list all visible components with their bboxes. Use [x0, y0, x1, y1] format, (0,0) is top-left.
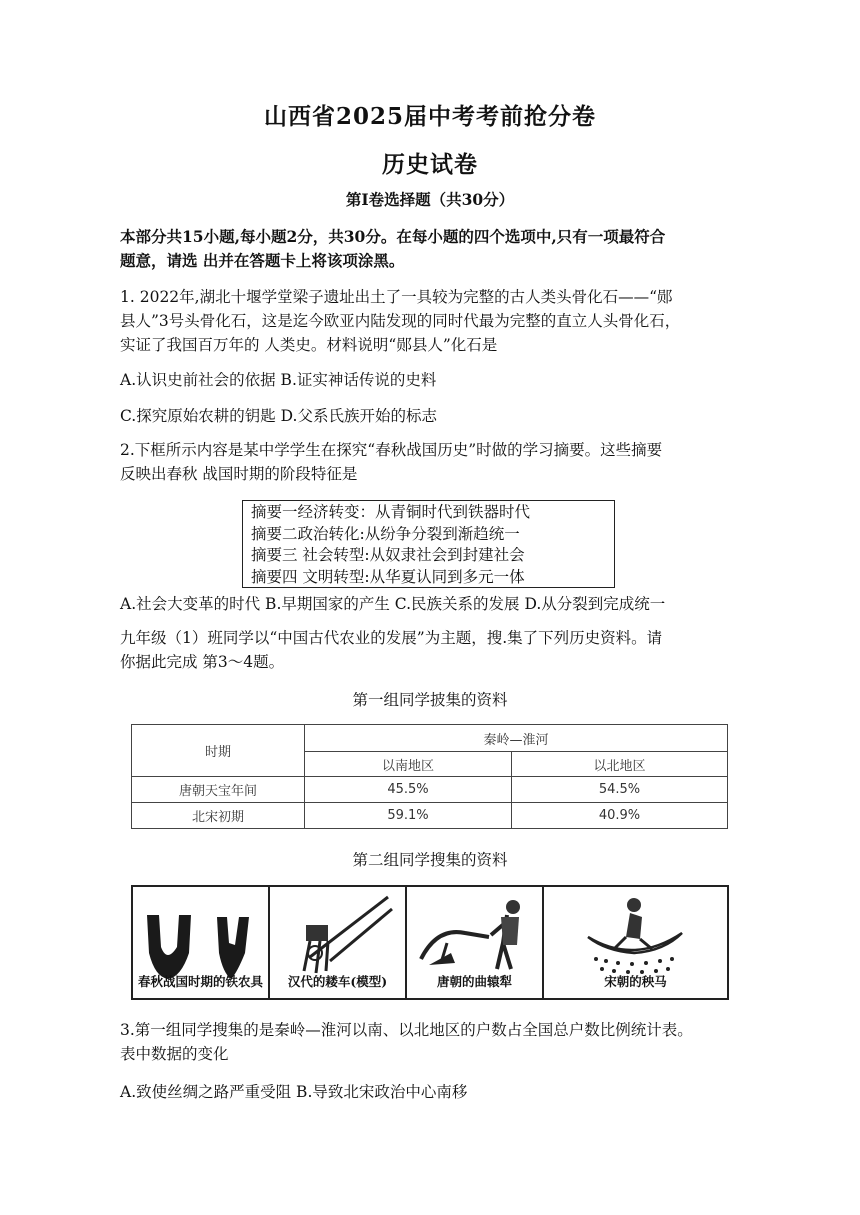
figure-label: 唐朝的曲辕犁	[436, 974, 512, 989]
instructions-line: 本部分共15小题,每小题2分，共30分。在每小题的四个选项中,只有一项最符合	[120, 227, 666, 246]
intro-line: 九年级（1）班同学以“中国古代农业的发展”为主题，搜.集了下列历史资料。请	[120, 629, 663, 647]
figure-label: 汉代的耧车(模型)	[287, 974, 388, 989]
figure-panel	[544, 887, 727, 998]
header-south: 以南地区	[305, 752, 512, 777]
question-3-stem	[120, 1018, 745, 1066]
intro-line: 你据此完成 第3～4题。	[120, 653, 285, 671]
exam-title: 山西省2025届中考考前抢分卷	[263, 103, 596, 130]
cell-south: 59.1%	[305, 803, 512, 829]
header-period: 时期	[132, 725, 305, 777]
cell-north: 40.9%	[512, 803, 728, 829]
table-row	[132, 777, 728, 803]
question-3-options-ab: A.致使丝绸之路严重受阻 B.导致北宋政治中心南移	[120, 1083, 468, 1101]
header-north: 以北地区	[512, 752, 728, 777]
summary-line: 摘要三 社会转型:从奴隶社会到封建社会	[251, 546, 525, 564]
figure-panel	[270, 887, 407, 998]
table-row	[132, 803, 728, 829]
question-1-options-cd: C.探究原始农耕的钥匙 D.父系氏族开始的标志	[120, 407, 437, 425]
question-line: 表中数据的变化	[120, 1045, 229, 1063]
farm-tools-figure	[131, 885, 729, 1000]
summary-box	[242, 500, 615, 588]
intro-questions-3-4	[120, 626, 745, 674]
cell-south: 45.5%	[305, 777, 512, 803]
figure-panel	[407, 887, 544, 998]
header-region: 秦岭—淮河	[305, 725, 728, 752]
cell-period: 唐朝天宝年间	[132, 777, 305, 803]
question-line: 1. 2022年,湖北十堰学堂梁子遗址出土了一具较为完整的古人类头骨化石——“郧	[120, 288, 673, 306]
household-ratio-table	[131, 724, 728, 829]
question-2-options: A.社会大变革的时代 B.早期国家的产生 C.民族关系的发展 D.从分裂到完成统一	[120, 595, 666, 613]
exam-subtitle: 历史试卷	[382, 151, 478, 178]
question-line: 反映出春秋 战国时期的阶段特征是	[120, 465, 358, 483]
group-1-caption: 第一组同学披集的资料	[352, 691, 508, 709]
group-2-caption: 第二组同学搜集的资料	[352, 851, 508, 869]
question-1-stem	[120, 285, 745, 357]
section-heading: 第I卷选择题（共30分）	[345, 190, 515, 209]
instructions-line: 题意，请选 出并在答题卡上将该项涂黑。	[120, 251, 405, 270]
question-line: 县人”3号头骨化石，这是迄今欧亚内陆发现的同时代最为完整的直立人头骨化石，	[120, 312, 681, 330]
cell-period: 北宋初期	[132, 803, 305, 829]
summary-line: 摘要二政治转化:从纷争分裂到渐趋统一	[251, 524, 520, 543]
summary-line: 摘要四 文明转型:从华夏认同到多元一体	[251, 567, 525, 586]
question-1-options-ab: A.认识史前社会的依据 B.证实神话传说的史料	[120, 371, 437, 389]
question-line: 实证了我国百万年的 人类史。材料说明“郧县人”化石是	[120, 336, 498, 354]
question-line: 3.第一组同学搜集的是秦岭—淮河以南、以北地区的户数占全国总户数比例统计表。	[120, 1021, 693, 1039]
cell-north: 54.5%	[512, 777, 728, 803]
question-2-stem	[120, 438, 745, 486]
summary-line: 摘要一经济转变：从青铜时代到铁器时代	[251, 503, 531, 521]
figure-label: 宋朝的秧马	[604, 974, 667, 989]
instructions	[120, 225, 745, 273]
figure-label: 春秋战国时期的铁农具	[137, 974, 263, 989]
question-line: 2.下框所示内容是某中学学生在探究“春秋战国历史”时做的学习摘要。这些摘要	[120, 441, 663, 459]
figure-panel	[133, 887, 270, 998]
